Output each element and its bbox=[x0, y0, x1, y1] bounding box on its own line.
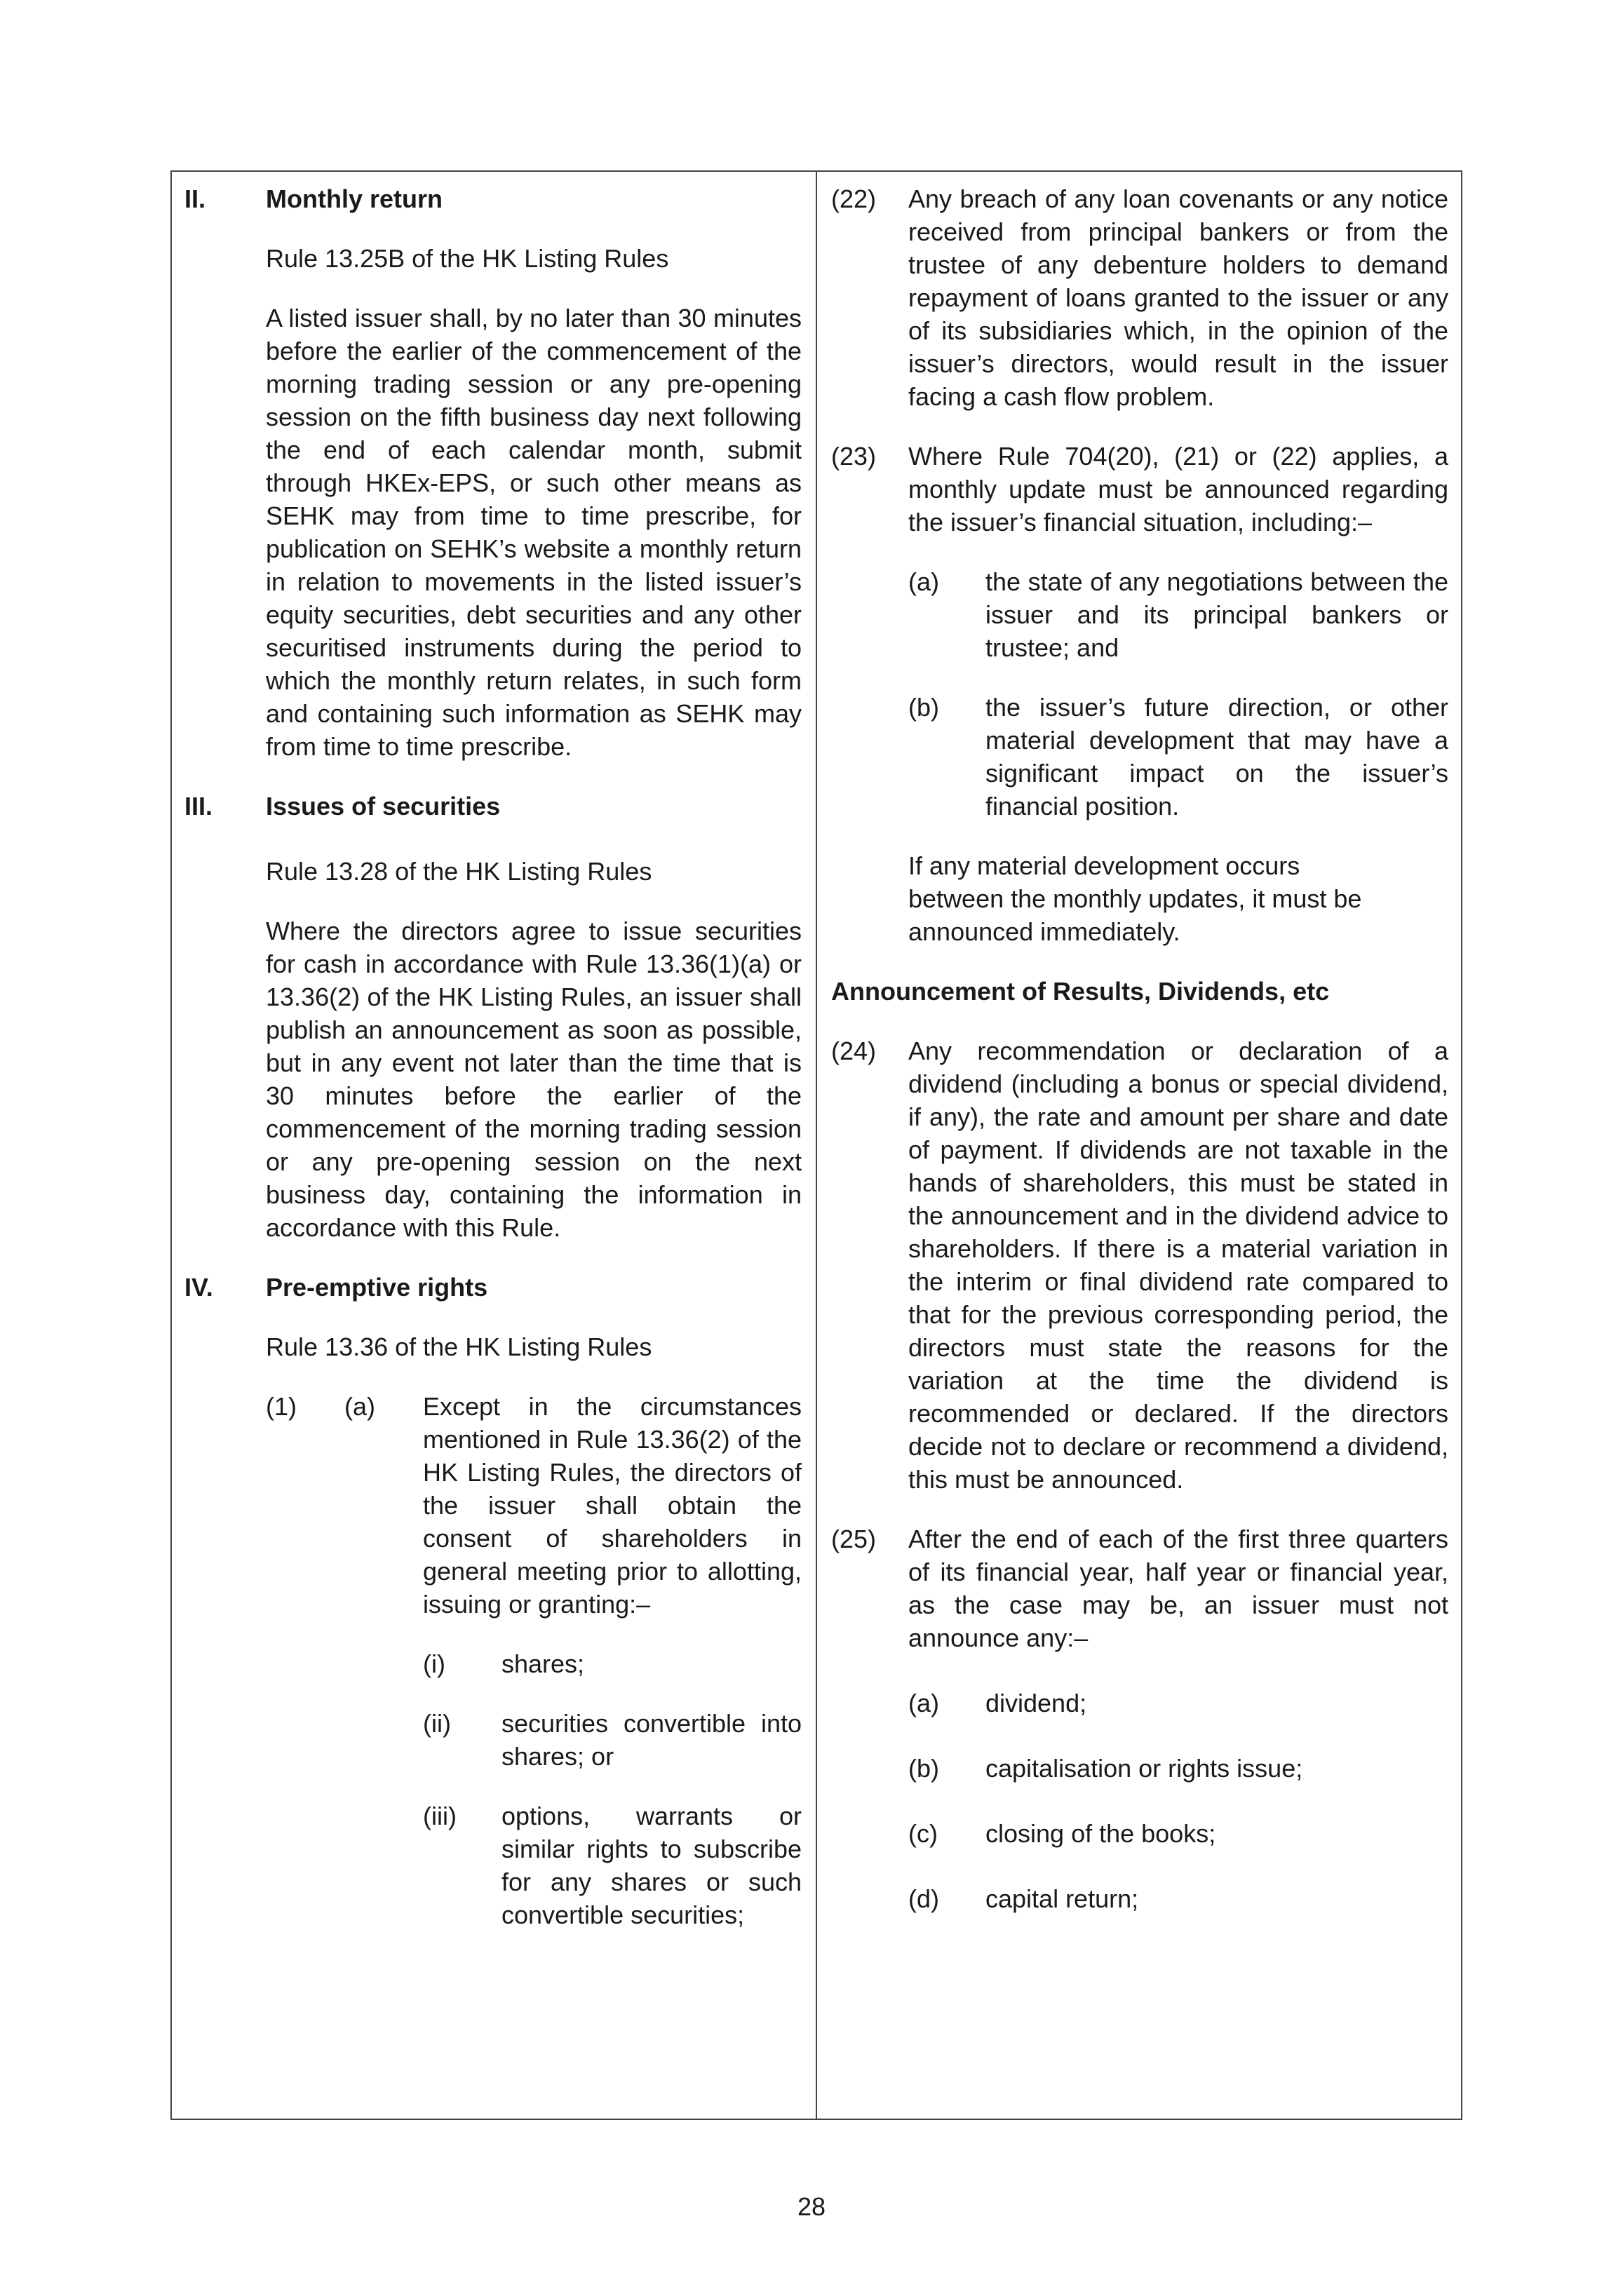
section-number: II. bbox=[184, 184, 206, 213]
list-item bbox=[831, 440, 1448, 539]
section-number: IV. bbox=[184, 1273, 213, 1302]
sub-item-text: the state of any negotiations between the issuer and its principal bankers or trustee; and bbox=[985, 567, 1448, 662]
sub-list-item bbox=[908, 1687, 1448, 1720]
note-line: between the monthly updates, it must be bbox=[908, 884, 1362, 913]
item-number: (1) bbox=[266, 1392, 297, 1421]
sub-list-item bbox=[908, 1817, 1448, 1850]
note-paragraph bbox=[908, 849, 1448, 948]
section-title: Pre-emptive rights bbox=[266, 1273, 488, 1302]
sub-item-number: (b) bbox=[908, 693, 939, 722]
list-item bbox=[831, 182, 1448, 413]
note-line: announced immediately. bbox=[908, 917, 1180, 946]
item-text: Except in the circumstances mentioned in Rule 13.36(2) of the HK Listing Rules, the directors of the issuer shall obtain the consent of shareholders in general meeting prior to allotting, issuing or granting:– bbox=[423, 1392, 802, 1619]
sub-item-number: (d) bbox=[908, 1884, 939, 1913]
right-column bbox=[831, 182, 1448, 1915]
list-item bbox=[831, 1522, 1448, 1654]
sub-item-number: (b) bbox=[908, 1754, 939, 1783]
section-number: III. bbox=[184, 792, 213, 821]
item-number: (25) bbox=[831, 1525, 877, 1553]
sub-item-text: closing of the books; bbox=[985, 1819, 1216, 1848]
sub-item-text: capital return; bbox=[985, 1884, 1139, 1913]
rule-reference: Rule 13.36 of the HK Listing Rules bbox=[266, 1332, 652, 1361]
sub-item-number: (a) bbox=[908, 567, 939, 596]
sub-item-number: (i) bbox=[423, 1649, 445, 1678]
sub-item-number: (iii) bbox=[423, 1802, 457, 1830]
sub-item-text: the issuer’s future direction, or other material development that may have a significant impact on the issuer’s financial position. bbox=[985, 693, 1448, 821]
item-number: (24) bbox=[831, 1036, 877, 1065]
sub-list-item bbox=[908, 1752, 1448, 1785]
section-heading bbox=[184, 790, 802, 823]
sub-item-text: options, warrants or similar rights to subscribe for any shares or such convertible securities; bbox=[501, 1802, 802, 1929]
sub-list-item bbox=[908, 1882, 1448, 1915]
item-number: (22) bbox=[831, 184, 877, 213]
sub-item-number: (a) bbox=[908, 1689, 939, 1717]
item-text: Where Rule 704(20), (21) or (22) applies, a monthly update must be announced regarding the issuer’s financial situation, including:– bbox=[908, 442, 1448, 536]
item-number: (23) bbox=[831, 442, 877, 471]
section-title: Issues of securities bbox=[266, 792, 501, 821]
list-item bbox=[831, 1034, 1448, 1496]
column-divider bbox=[816, 170, 817, 2120]
section-paragraph: Where the directors agree to issue securities for cash in accordance with Rule 13.36(1)(a) or 13.36(2) of the HK Listing Rules, an issuer shall publish an announcement as soon as possible, but in any event not later than the time that is 30 minutes before the earlier of the commencement of the morning trading session or any pre-opening session on the next business day, containing the information in accordance with this Rule. bbox=[266, 917, 802, 1242]
sub-item-number: (c) bbox=[908, 1819, 938, 1848]
section-heading bbox=[184, 1271, 802, 1304]
item-text: Any breach of any loan covenants or any notice received from principal bankers or from the trustee of any debenture holders to demand repayment of loans granted to the issuer or any of its subsidiaries which, in the opinion of the issuer’s directors, would result in the issuer facing a cash flow problem. bbox=[908, 184, 1448, 411]
sub-item-text: securities convertible into shares; or bbox=[501, 1709, 802, 1771]
page-number: 28 bbox=[797, 2192, 826, 2221]
sub-item-number: (ii) bbox=[423, 1709, 451, 1738]
sub-list-item bbox=[423, 1707, 802, 1773]
item-letter: (a) bbox=[344, 1392, 375, 1421]
rule-reference: Rule 13.25B of the HK Listing Rules bbox=[266, 244, 669, 273]
section-paragraph: A listed issuer shall, by no later than 30 minutes before the earlier of the commencement of the morning trading session or any pre-opening session on the fifth business day next following the end of each calendar month, submit through HKEx-EPS, or such other means as SEHK may from time to time prescribe, for publication on SEHK’s website a monthly return in relation to movements in the listed issuer’s equity securities, debt securities and any other securitised instruments during the period to which the monthly return relates, in such form and containing such information as SEHK may from time to time prescribe. bbox=[266, 304, 802, 761]
sub-item-text: dividend; bbox=[985, 1689, 1087, 1717]
list-item bbox=[266, 1390, 802, 1621]
section-heading: Announcement of Results, Dividends, etc bbox=[831, 977, 1330, 1006]
left-column bbox=[184, 182, 802, 1931]
sub-item-text: shares; bbox=[501, 1649, 585, 1678]
sub-list-item bbox=[908, 691, 1448, 823]
rule-reference: Rule 13.28 of the HK Listing Rules bbox=[266, 857, 652, 886]
sub-list-item bbox=[423, 1647, 802, 1680]
item-text: Any recommendation or declaration of a dividend (including a bonus or special dividend, if any), the rate and amount per share and date of payment. If dividends are not taxable in the hands of shareholders, this must be stated in the announcement and in the dividend advice to shareholders. If there is a material variation in the interim or final dividend rate compared to that for the previous corresponding period, the directors must state the reasons for the variation at the time the dividend is recommended or declared. If the directors decide not to declare or recommend a dividend, this must be announced. bbox=[908, 1036, 1448, 1494]
sub-list-item bbox=[423, 1799, 802, 1931]
note-line: If any material development occurs bbox=[908, 851, 1300, 880]
item-text: After the end of each of the first three quarters of its financial year, half year or financial year, as the case may be, an issuer must not announce any:– bbox=[908, 1525, 1448, 1652]
section-title: Monthly return bbox=[266, 184, 443, 213]
sub-item-text: capitalisation or rights issue; bbox=[985, 1754, 1303, 1783]
sub-list-item bbox=[908, 565, 1448, 664]
section-heading bbox=[184, 182, 802, 215]
